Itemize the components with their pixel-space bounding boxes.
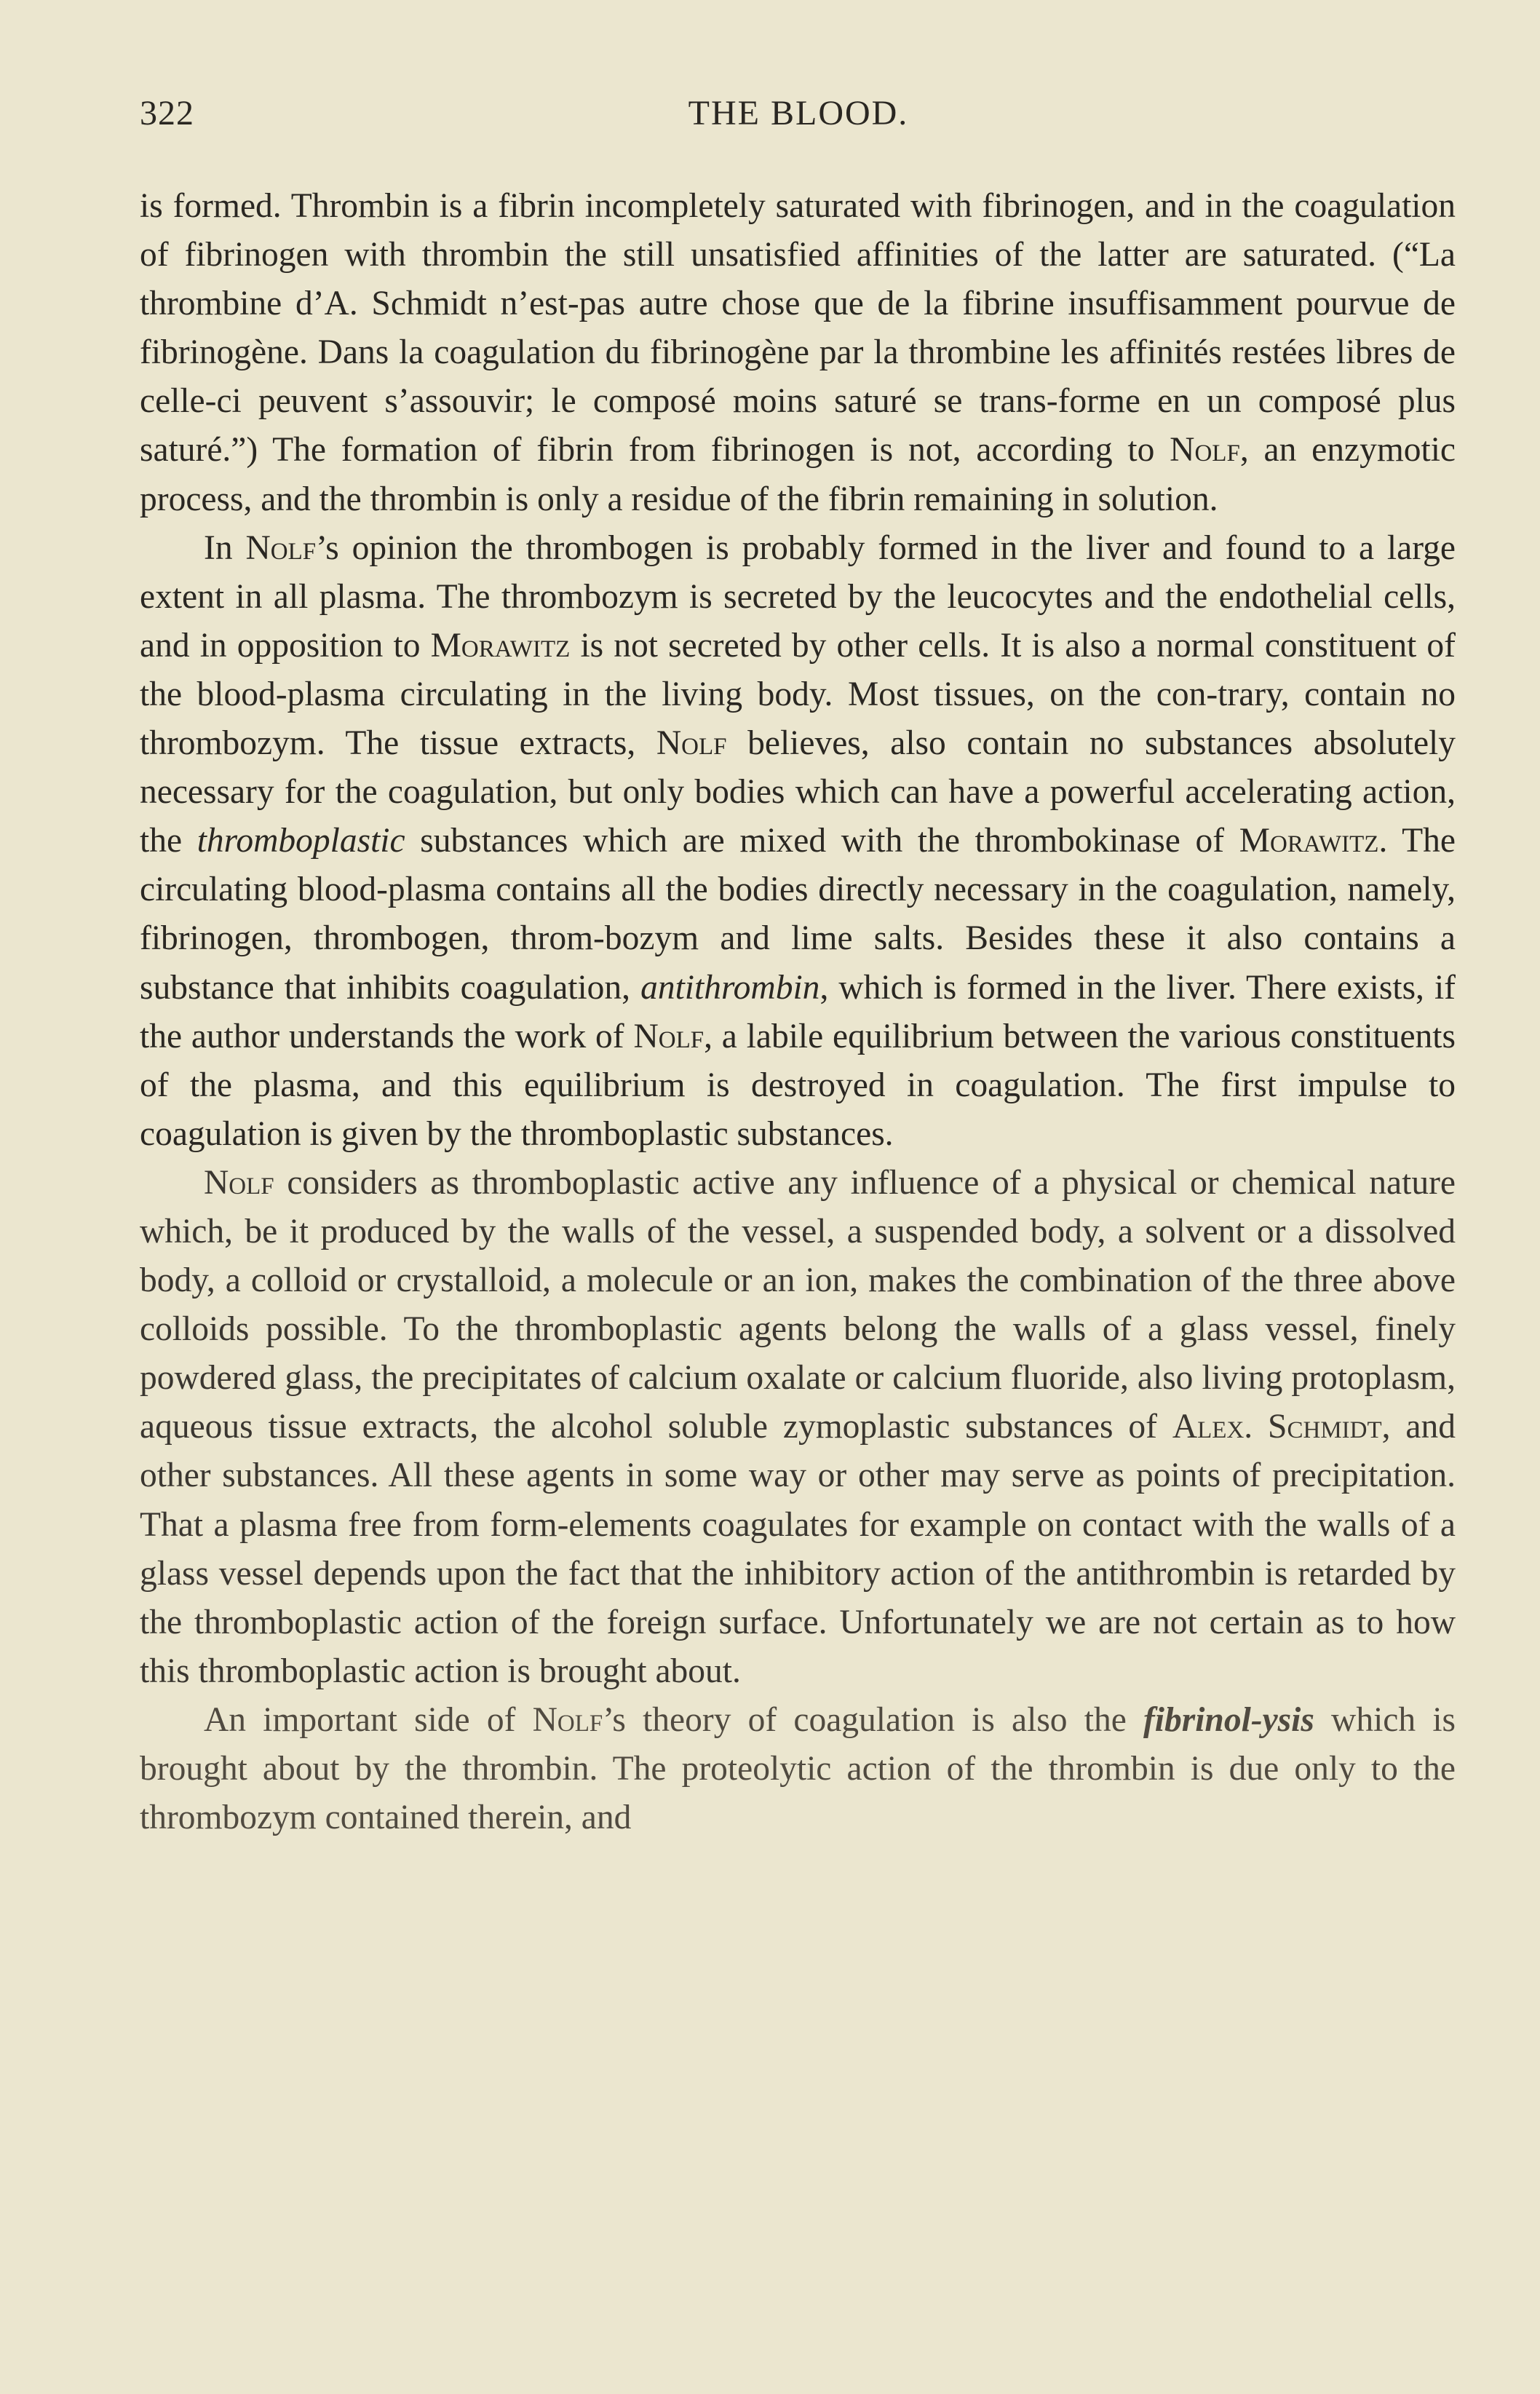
page-header xyxy=(140,93,1457,137)
text-run: In xyxy=(204,528,246,567)
text-run: Nolf xyxy=(633,1017,704,1055)
text-run: thromboplastic xyxy=(197,822,405,860)
text-run: Morawitz xyxy=(430,626,571,665)
text-run: Nolf xyxy=(245,528,317,567)
text-run: Alex. Schmidt xyxy=(1172,1408,1382,1446)
text-run: Nolf xyxy=(532,1700,603,1739)
text-run: Nolf xyxy=(204,1163,274,1202)
text-run: is not secreted by other cells. It is also a normal constituent of the blood-plasma circulating in the living body. Most tissues, on the con-trary, contain no thrombozym. The tissue extracts, xyxy=(140,626,1456,763)
text-run: , and other substances. All these agents in some way or other may serve as points of precipitation. That a plasma free from form-elements coagulates for example on contact with the walls of a glass vessel depends upon the fact that the inhibitory action of the antithrombin is retarded by the thromboplastic action of the foreign surface. Unfortunately we are not certain as to how this thromboplastic action is brought about. xyxy=(140,1408,1456,1690)
text-run: considers as thromboplastic active any influence of a physical or chemical nature which, be it produced by the walls of the vessel, a suspended body, a solvent or a dissolved body, a colloid or crystalloid, a molecule or an ion, makes the combination of the three above colloids possible. To the thromboplastic agents belong the walls of a glass vessel, finely powdered glass, the precipitates of calcium oxalate or calcium fluoride, also living protoplasm, aqueous tissue extracts, the alcohol soluble zymoplastic substances of xyxy=(140,1163,1456,1446)
text-run: An important side of xyxy=(204,1700,533,1739)
page-number: 322 xyxy=(140,94,194,132)
paragraph-1 xyxy=(140,182,1456,524)
text-run: ’s theory of coagulation is also the xyxy=(603,1700,1143,1739)
text-run: , a labile equilibrium between the various constituents of the plasma, and this equilibrium is destroyed in coagulation. The first impulse to coagulation is given by the thromboplastic substances. xyxy=(140,1017,1456,1153)
text-run: , which is formed in the liver. There exists, if the author understands the work of xyxy=(140,968,1456,1055)
text-run: Morawitz xyxy=(1239,822,1379,860)
text-run: fibrinol-ysis xyxy=(1143,1700,1314,1739)
text-run: ’s opinion the thrombogen is probably formed in the liver and found to a large extent in all plasma. The thrombozym is secreted by the leucocytes and the endothelial cells, and in opposition to xyxy=(140,528,1456,665)
text-run: substances which are mixed with the thrombokinase of xyxy=(405,822,1239,860)
text-run: is formed. Thrombin is a fibrin incompletely saturated with fibrinogen, and in the coagulation of fibrinogen with thrombin the still unsatisfied affinities of the latter are saturated. (“La thrombine d’A. Schmidt n’est-pas autre chose que de la fibrine insuffisamment pourvue de fibrinogène. Dans la coagulation du fibrinogène par la thrombine les affinités restées libres de celle-ci peuvent s’assouvir; le composé moins saturé se trans-forme en un composé plus saturé.”) The formation of fibrin from fibrinogen is not, according to xyxy=(140,187,1456,469)
paragraph-3 xyxy=(140,1159,1456,1696)
text-run: , an enzymotic process, and the thrombin is only a residue of the fibrin remaining in solution. xyxy=(140,431,1456,518)
text-run: which is brought about by the thrombin. The proteolytic action of the thrombin is due only to the thrombozym contained therein, and xyxy=(140,1700,1456,1837)
text-run: Nolf xyxy=(1170,431,1240,469)
text-run: believes, also contain no substances absolutely necessary for the coagulation, but only bodies which can have a powerful accelerating action, the xyxy=(140,724,1456,860)
running-head: THE BLOOD. xyxy=(688,94,909,132)
paragraph-4 xyxy=(140,1696,1456,1842)
text-run: antithrombin xyxy=(640,968,820,1007)
paragraph-2 xyxy=(140,524,1456,1159)
body-text xyxy=(140,182,1456,1842)
text-run: Nolf xyxy=(656,724,727,763)
text-run: . The circulating blood-plasma contains all the bodies directly necessary in the coagulation, namely, fibrinogen, thrombogen, throm-bozym and lime salts. Besides these it also contains a substance that inhibits coagulation, xyxy=(140,822,1456,1007)
